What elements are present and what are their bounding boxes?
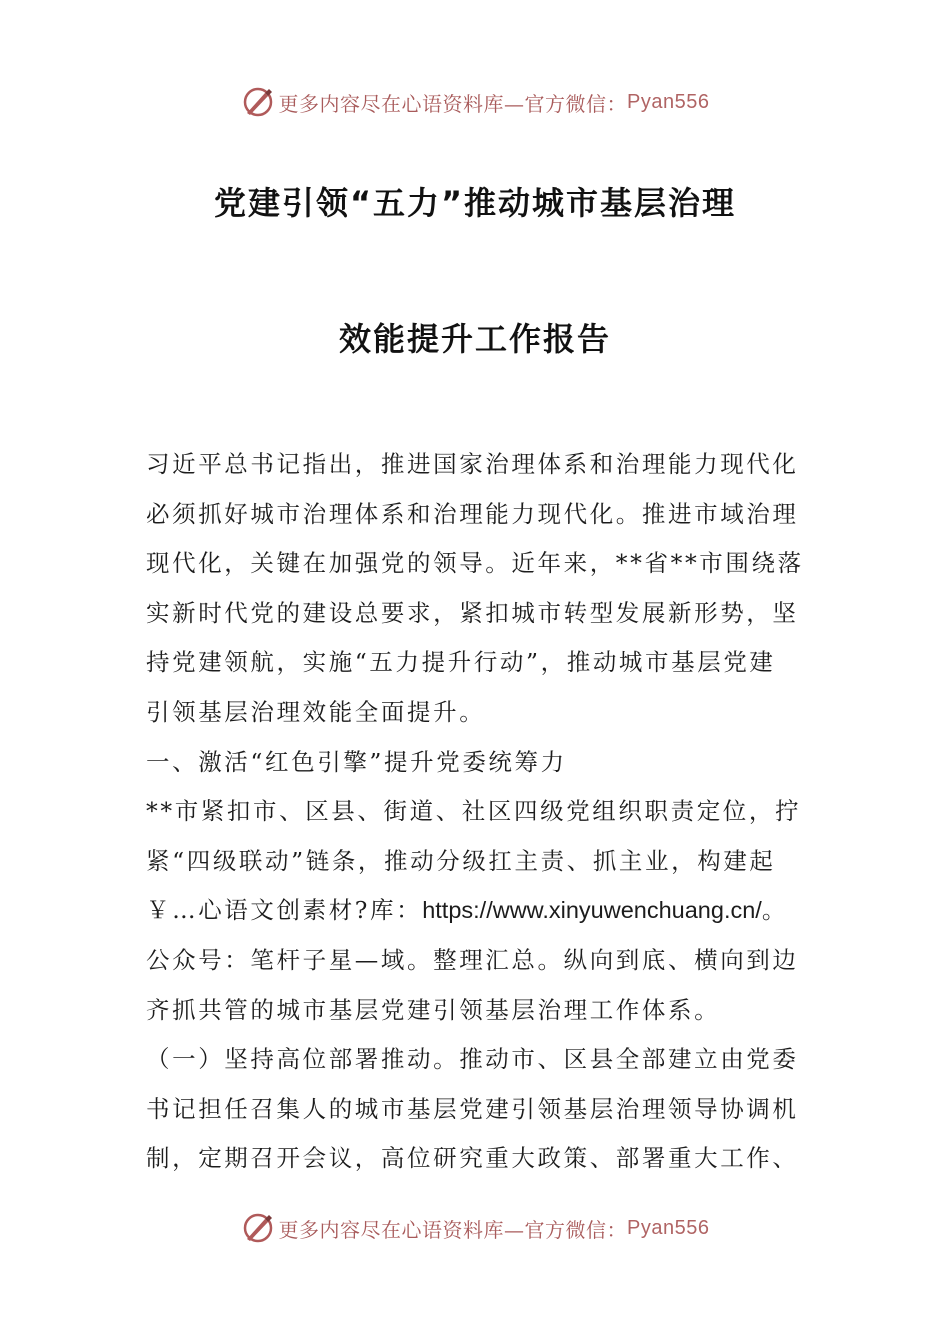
body-line: 必须抓好城市治理体系和治理能力现代化。推进市域治理 [146, 499, 799, 528]
body-line: 引领基层治理效能全面提升。 [146, 697, 486, 726]
body-line: （一）坚持高位部署推动。推动市、区县全部建立由党委 [146, 1045, 799, 1074]
source-line [146, 886, 806, 936]
document-body [146, 440, 806, 1184]
body-line: 现代化，关键在加强党的领导。近年来，**省**市围绕落 [146, 549, 804, 578]
body-line: 制，定期召开会议，高位研究重大政策、部署重大工作、 [146, 1144, 799, 1173]
body-line: 书记担任召集人的城市基层党建引领基层治理领导协调机 [146, 1094, 799, 1123]
body-line: 齐抓共管的城市基层党建引领基层治理工作体系。 [146, 995, 721, 1024]
source-prefix: ￥…心语文创素材?库： [146, 896, 423, 925]
watermark-wechat-id: Pyan556 [627, 90, 710, 113]
source-suffix: 。 [761, 896, 788, 925]
pen-circle-logo-icon [241, 85, 275, 119]
document-title-line-2: 效能提升工作报告 [338, 320, 611, 358]
body-line: **市紧扣市、区县、街道、社区四级党组织职责定位，拧 [146, 797, 802, 826]
body-line: 紧“四级联动”链条，推动分级扛主责、抓主业，构建起 [146, 846, 776, 875]
body-line: 公众号：笔杆子星—域。整理汇总。纵向到底、横向到边 [146, 945, 799, 974]
pen-circle-logo-icon [241, 1211, 275, 1245]
body-line: 习近平总书记指出，推进国家治理体系和治理能力现代化 [146, 450, 799, 478]
document-title-line-1: 党建引领“五力”推动城市基层治理 [213, 184, 737, 222]
body-line: 实新时代党的建设总要求，紧扣城市转型发展新形势，坚 [146, 598, 799, 627]
section-heading: 一、激活“红色引擎”提升党委统筹力 [146, 747, 567, 776]
watermark-banner-bottom [0, 1208, 950, 1248]
watermark-wechat-id: Pyan556 [627, 1216, 710, 1239]
watermark-banner-top [0, 82, 950, 122]
watermark-text: 更多内容尽在心语资料库—官方微信： [278, 1217, 628, 1242]
watermark-text: 更多内容尽在心语资料库—官方微信： [278, 91, 628, 116]
source-url-link[interactable]: https://www.xinyuwenchuang.cn/ [422, 897, 762, 924]
body-line: 持党建领航，实施“五力提升行动”，推动城市基层党建 [146, 648, 776, 677]
